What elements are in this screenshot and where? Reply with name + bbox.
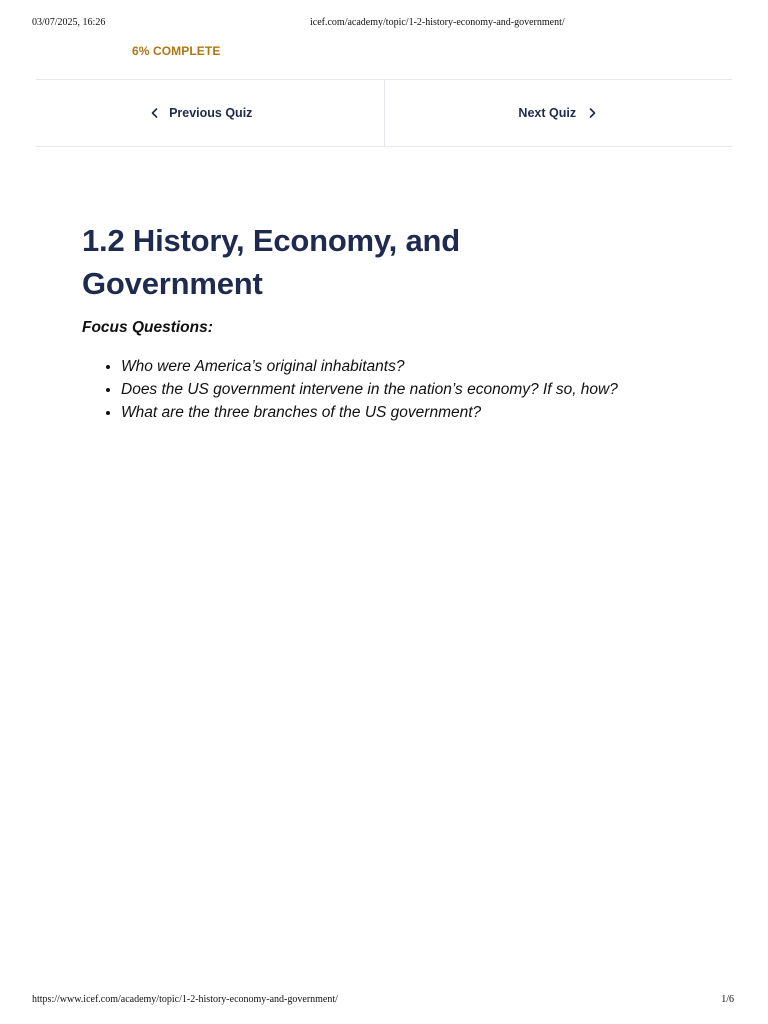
print-footer: [32, 994, 736, 1008]
print-header: [32, 17, 736, 31]
focus-questions-list: [82, 355, 681, 424]
lesson-title: 1.2 History, Economy, and Government: [82, 223, 461, 301]
focus-question-item: • What are the three branches of the US government?: [121, 401, 681, 424]
print-header-url: icef.com/academy/topic/1-2-history-economy-and-government/: [310, 17, 565, 28]
focus-question-item: • Does the US government intervene in the nation’s economy? If so, how?: [121, 378, 681, 401]
print-footer-url: https://www.icef.com/academy/topic/1-2-history-economy-and-government/: [32, 994, 338, 1005]
previous-quiz-button[interactable]: [36, 80, 385, 146]
page-number: 1/6: [721, 994, 734, 1005]
chevron-left-icon: [149, 107, 161, 119]
previous-quiz-label: Previous Quiz: [169, 106, 253, 120]
focus-questions-heading: Focus Questions:: [82, 319, 213, 336]
focus-question-item: • Who were America’s original inhabitants?: [121, 355, 681, 378]
print-datetime: 03/07/2025, 16:26: [32, 17, 106, 28]
progress-status: 6% COMPLETE: [132, 44, 221, 58]
chevron-right-icon: [586, 107, 598, 119]
next-quiz-label: Next Quiz: [518, 106, 577, 120]
next-quiz-button[interactable]: [385, 80, 733, 146]
quiz-navigation: [36, 79, 732, 147]
